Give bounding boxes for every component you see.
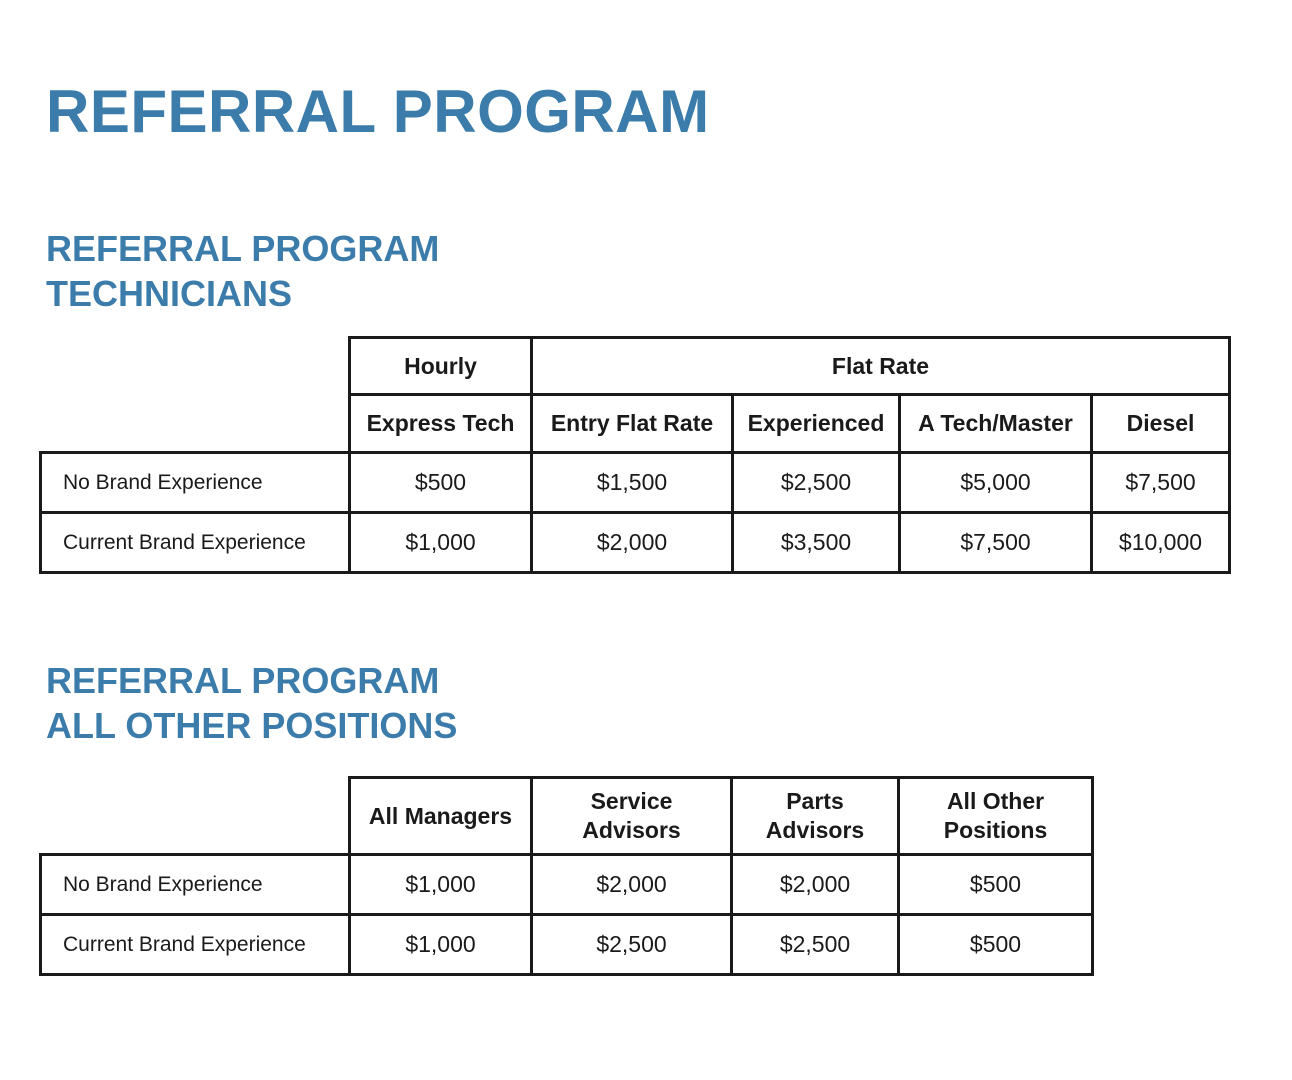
header-line: All Other: [946, 788, 1045, 814]
table-corner: [41, 338, 350, 395]
other-positions-section-title: [46, 658, 457, 748]
table-cell: $2,000: [532, 855, 732, 915]
table-cell: $7,500: [1092, 453, 1230, 513]
table-cell: $2,500: [532, 915, 732, 975]
technicians-title-line-1: REFERRAL PROGRAM: [46, 228, 440, 269]
column-header-all-other-positions: [899, 778, 1093, 855]
column-header-experienced: Experienced: [733, 395, 900, 453]
header-line: Advisors: [582, 817, 681, 843]
technicians-table: [39, 336, 1231, 574]
table-cell: $500: [350, 453, 532, 513]
column-header-all-managers: [350, 778, 532, 855]
column-header-diesel: Diesel: [1092, 395, 1230, 453]
technicians-section-title: [46, 226, 439, 316]
table-cell: $7,500: [900, 513, 1092, 573]
table-cell: $3,500: [733, 513, 900, 573]
table-cell: $2,000: [532, 513, 733, 573]
table-cell: $1,000: [350, 513, 532, 573]
table-corner: [41, 395, 350, 453]
table-cell: $500: [899, 915, 1093, 975]
table-row: [41, 915, 1093, 975]
table-cell: $2,500: [733, 453, 900, 513]
table-cell: $10,000: [1092, 513, 1230, 573]
row-label: No Brand Experience: [41, 453, 350, 513]
table-cell: $2,500: [732, 915, 899, 975]
table-cell: $1,000: [350, 915, 532, 975]
other-title-line-2: ALL OTHER POSITIONS: [46, 705, 458, 746]
table-cell: $1,500: [532, 453, 733, 513]
table-row: [41, 855, 1093, 915]
group-header-hourly: Hourly: [350, 338, 532, 395]
technicians-title-line-2: TECHNICIANS: [46, 273, 293, 314]
header-line: Positions: [943, 817, 1048, 843]
header-line: All Managers: [368, 802, 513, 829]
header-line: Parts: [786, 788, 844, 814]
table-cell: $1,000: [350, 855, 532, 915]
table-corner: [41, 778, 350, 855]
header-line: Advisors: [765, 817, 865, 843]
row-label: Current Brand Experience: [41, 915, 350, 975]
column-header-a-tech-master: A Tech/Master: [900, 395, 1092, 453]
table-row: [41, 453, 1230, 513]
table-cell: $5,000: [900, 453, 1092, 513]
column-header-express-tech: Express Tech: [350, 395, 532, 453]
page-title: REFERRAL PROGRAM: [46, 78, 710, 145]
other-title-line-1: REFERRAL PROGRAM: [46, 660, 440, 701]
column-header-service-advisors: [532, 778, 732, 855]
table-cell: $500: [899, 855, 1093, 915]
table-row: [41, 513, 1230, 573]
header-line: Service: [590, 788, 673, 814]
group-header-flat-rate: Flat Rate: [532, 338, 1230, 395]
column-header-entry-flat-rate: Entry Flat Rate: [532, 395, 733, 453]
row-label: Current Brand Experience: [41, 513, 350, 573]
column-header-parts-advisors: [732, 778, 899, 855]
row-label: No Brand Experience: [41, 855, 350, 915]
other-positions-table: [39, 776, 1094, 976]
table-cell: $2,000: [732, 855, 899, 915]
